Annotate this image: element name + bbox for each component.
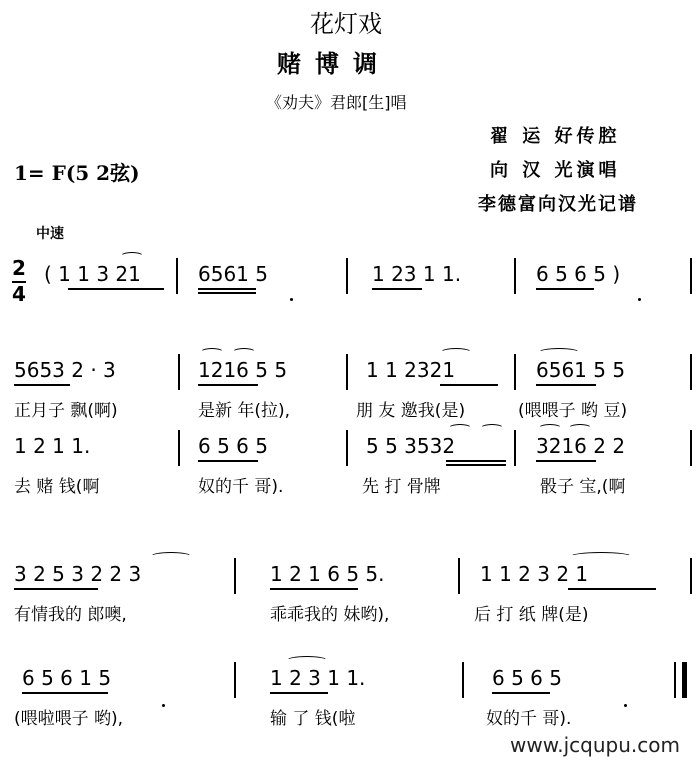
- row2-measure1: 5653 2 · 3: [14, 358, 116, 382]
- row3-lyric2: 奴的千 哥).: [198, 477, 284, 497]
- beam: [198, 288, 256, 290]
- beam: [446, 460, 506, 462]
- slur: [232, 348, 256, 357]
- credit-line-3: 李德富向汉光记谱: [478, 194, 638, 215]
- beam: [14, 588, 98, 590]
- row5-lyric1: (喂啦喂子 哟),: [14, 709, 124, 729]
- octave-dot: [638, 298, 641, 301]
- row2-measure3: 1 1 2321: [366, 358, 456, 382]
- final-barline-thick: [682, 662, 687, 698]
- barline: [178, 354, 180, 390]
- row4-measure2: 1 2 1 6 5 5.: [270, 562, 385, 586]
- slur: [538, 424, 562, 433]
- barline: [514, 258, 516, 294]
- beam: [22, 692, 108, 694]
- barline: [690, 430, 692, 466]
- beam: [446, 464, 506, 466]
- beam: [14, 384, 70, 386]
- row5-measure2: 1 2 3 1 1.: [270, 666, 366, 690]
- barline: [178, 430, 180, 466]
- row3-measure3: 5 5 3532: [366, 434, 456, 458]
- slur: [286, 656, 328, 665]
- row3-lyric1: 去 赌 钱(啊: [14, 477, 100, 497]
- beam: [492, 692, 550, 694]
- octave-dot: [624, 704, 627, 707]
- beam: [372, 288, 422, 290]
- row2-lyric2: 是新 年(拉),: [198, 401, 291, 421]
- credit-line-2: 向 汉 光演唱: [490, 160, 621, 181]
- site-watermark: www.jcqupu.com: [510, 733, 680, 757]
- row4-measure1: 3 2 5 3 2 2 3: [14, 562, 142, 586]
- row2-measure4: 6561 5 5: [536, 358, 626, 382]
- row4-lyric1: 有情我的 郎噢,: [14, 605, 127, 625]
- barline: [234, 662, 236, 698]
- slur: [570, 552, 632, 561]
- page-title: 花灯戏: [310, 10, 382, 38]
- row1-measure1: ( 1 1 3 21: [44, 262, 141, 286]
- slur: [448, 424, 472, 433]
- barline: [462, 662, 464, 698]
- beam: [198, 460, 258, 462]
- barline: [234, 558, 236, 594]
- barline: [346, 258, 348, 294]
- row3-lyric4: 骰子 宝,(啊: [540, 477, 626, 497]
- beam: [270, 692, 328, 694]
- beam: [198, 384, 258, 386]
- octave-dot: [162, 704, 165, 707]
- barline: [514, 430, 516, 466]
- key-signature: 1= F(5 2弦): [14, 161, 140, 185]
- row1-measure4: 6 5 6 5 ): [536, 262, 621, 286]
- beam: [68, 288, 164, 290]
- row5-measure3: 6 5 6 5: [492, 666, 562, 690]
- slur: [480, 424, 504, 433]
- row1-measure2: 6561 5: [198, 262, 268, 286]
- slur: [538, 348, 580, 357]
- row2-lyric4: (喂喂子 哟 豆): [518, 401, 628, 421]
- barline: [514, 354, 516, 390]
- row2-lyric1: 正月子 飘(啊): [14, 401, 118, 421]
- role-note: 《劝夫》君郎[生]唱: [266, 93, 407, 112]
- row5-lyric3: 奴的千 哥).: [486, 709, 572, 729]
- octave-dot: [290, 298, 293, 301]
- row5-measure1: 6 5 6 1 5: [22, 666, 112, 690]
- slur: [440, 348, 472, 357]
- beam: [536, 460, 596, 462]
- beam: [440, 384, 498, 386]
- beam: [536, 384, 596, 386]
- row4-lyric3: 后 打 纸 牌(是): [474, 605, 589, 625]
- row4-lyric2: 乖乖我的 妹哟),: [270, 605, 390, 625]
- slur: [200, 348, 224, 357]
- slur: [568, 424, 592, 433]
- row1-measure3: 1 23 1 1.: [372, 262, 462, 286]
- row2-measure2: 1216 5 5: [198, 358, 288, 382]
- barline: [458, 558, 460, 594]
- barline: [346, 430, 348, 466]
- barline: [690, 558, 692, 594]
- beam: [536, 288, 594, 290]
- time-signature-bottom: 4: [12, 282, 26, 306]
- barline: [690, 258, 692, 294]
- beam: [270, 588, 358, 590]
- final-barline-thin: [674, 662, 676, 698]
- row3-measure1: 1 2 1 1.: [14, 434, 91, 458]
- row3-lyric3: 先 打 骨牌: [362, 477, 441, 497]
- row2-lyric3: 朋 友 邀我(是): [356, 401, 466, 421]
- song-subtitle: 赌博调: [277, 49, 391, 78]
- row4-measure3: 1 1 2 3 2 1: [480, 562, 589, 586]
- barline: [176, 258, 178, 294]
- slur: [150, 552, 192, 561]
- time-signature-top: 2: [12, 256, 26, 280]
- barline: [346, 354, 348, 390]
- row3-measure4: 3216 2 2: [536, 434, 626, 458]
- tempo-marking: 中速: [36, 226, 64, 242]
- credit-line-1: 翟 运 好传腔: [490, 126, 621, 147]
- beam: [568, 588, 656, 590]
- row5-lyric2: 输 了 钱(啦: [270, 709, 356, 729]
- barline: [690, 354, 692, 390]
- slur: [120, 252, 144, 261]
- beam: [198, 292, 256, 294]
- row3-measure2: 6 5 6 5: [198, 434, 268, 458]
